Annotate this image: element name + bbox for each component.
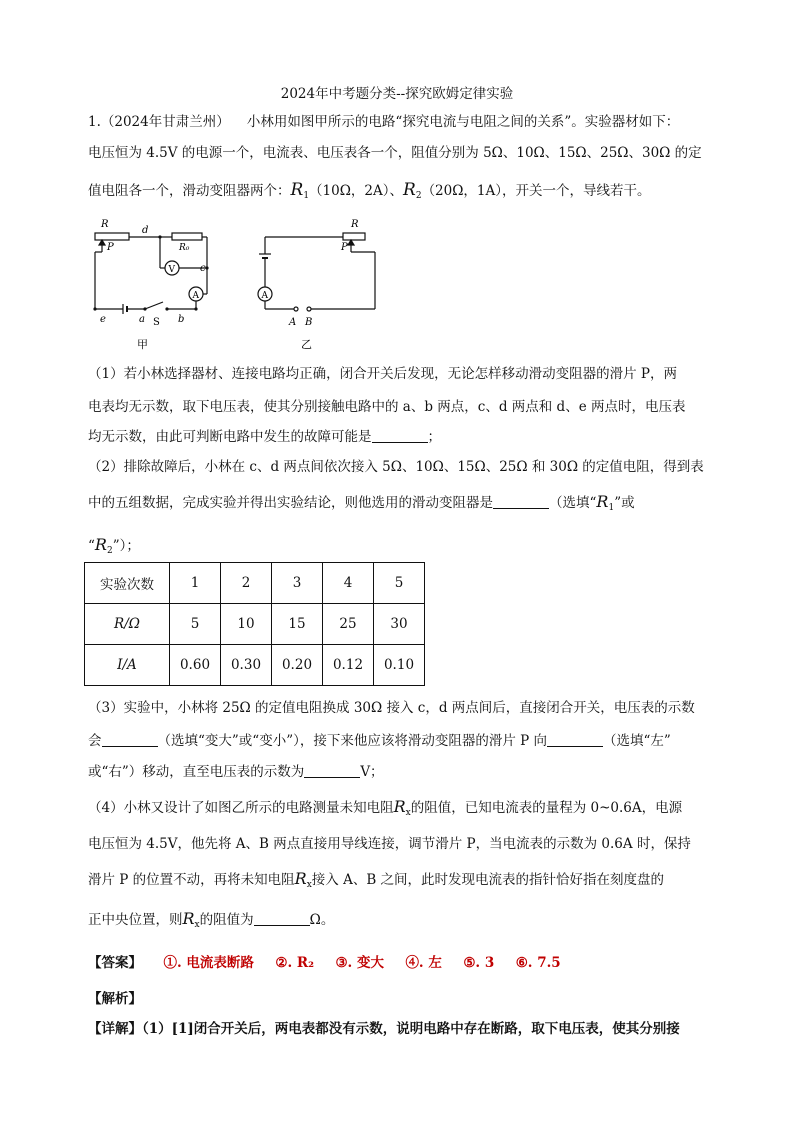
problem-intro-1: 小林用如图甲所示的电路“探究电流与电阻之间的关系”。实验器材如下： [246, 114, 680, 130]
label-e: e [100, 314, 106, 325]
page-title: 2024年中考题分类--探究欧姆定律实验 [280, 86, 514, 102]
rheostat-jia [95, 233, 129, 240]
q1-line-3 [88, 427, 441, 447]
table-cell: 30 [374, 604, 425, 645]
q2-r1-sub: 1 [608, 503, 615, 513]
label-V: V [168, 265, 175, 275]
label-P-yi: P [341, 242, 348, 253]
q4-line-1 [88, 797, 682, 823]
q4-blank[interactable] [254, 911, 310, 926]
q3-blank-2[interactable] [547, 732, 603, 747]
table-cell: 10 [221, 604, 272, 645]
q1-line-1: （1）若小林选择器材、连接电路均正确，闭合开关后发现，无论怎样移动滑动变阻器的滑片 P，两 [88, 366, 677, 382]
q3-line-3a: 或“右”）移动，直至电压表的示数为 [88, 764, 305, 780]
table-cell: 15 [272, 604, 323, 645]
q3-line-2c: （选填“左” [603, 733, 671, 749]
q4-line-3b: 接入 A、B 之间，此时发现电流表的指针恰好指在刻度盘的 [311, 872, 665, 888]
q2-line-2 [88, 492, 635, 518]
q1-line-2: 电表均无示数，取下电压表，使其分别接触电路中的 a、b 两点，c、d 两点和 d、e 两点时，电压表 [88, 399, 686, 415]
r2-symbol: R [403, 180, 416, 200]
table-cell: 5 [374, 563, 425, 604]
q4-line-3a: 滑片 P 的位置不动，再将未知电阻 [88, 872, 295, 888]
label-yi: 乙 [301, 338, 312, 351]
detail-text: （1）[1]闭合开关后，两电表都没有示数，说明电路中存在断路，取下电压表，使其分别接 [142, 1021, 680, 1037]
table-cell: 25 [323, 604, 374, 645]
q2-r2-sub: 2 [106, 546, 113, 556]
q3-blank-1[interactable] [102, 732, 158, 747]
table-cell: I/A [85, 645, 170, 686]
r1-symbol: R [290, 180, 304, 200]
table-cell: 0.30 [221, 645, 272, 686]
circuit-yi [258, 233, 375, 311]
terminal-A [294, 307, 298, 311]
q2-r1-symbol: R [596, 492, 609, 511]
r2-spec: （20Ω，1A），开关一个，导线若干。 [421, 183, 651, 199]
q4-rx-sub-2: x [306, 880, 312, 890]
label-A-terminal: A [289, 317, 297, 328]
label-S: S [153, 317, 160, 328]
answer-item-4: ④. 左 [405, 955, 442, 971]
label-c: c [200, 263, 206, 274]
table-cell: 5 [170, 604, 221, 645]
q4-rx-symbol-3: R [182, 909, 195, 928]
answer-item-2: ②. R₂ [275, 955, 314, 971]
q2-line-2c: ”或 [614, 495, 635, 511]
q4-line-1a: （4）小林又设计了如图乙所示的电路测量未知电阻 [88, 800, 394, 816]
label-R0: R₀ [179, 243, 190, 253]
table-cell: 1 [170, 563, 221, 604]
q4-line-4a: 正中央位置，则 [88, 912, 183, 928]
r2-sub: 2 [415, 191, 422, 201]
detail-label: 【详解】 [88, 1021, 142, 1037]
table-row [85, 645, 425, 686]
q2-line-1: （2）排除故障后，小林在 c、d 两点间依次接入 5Ω、10Ω、15Ω、25Ω 和 30Ω 的定值电阻，得到表 [88, 459, 704, 475]
answer-item-6: ⑥. 7.5 [515, 955, 561, 971]
table-cell: 2 [221, 563, 272, 604]
table-cell: 0.60 [170, 645, 221, 686]
q3-line-2 [88, 731, 671, 751]
q3-line-1: （3）实验中，小林将 25Ω 的定值电阻换成 30Ω 接入 c，d 两点间后，直接闭合开关，电压表的示数 [88, 700, 695, 716]
label-b: b [178, 314, 185, 325]
q4-line-3 [88, 869, 664, 895]
q4-rx-sub-3: x [194, 920, 200, 930]
problem-intro-2: 电压恒为 4.5V 的电源一个，电流表、电压表各一个，阻值分别为 5Ω、10Ω、15Ω、25Ω、30Ω 的定 [88, 145, 702, 161]
answer-item-1: ①. 电流表断路 [163, 955, 254, 971]
q3-line-2b: （选填“变大”或“变小”），接下来他应该将滑动变阻器的滑片 P 向 [157, 733, 548, 749]
q2-line-2b: （选填“ [549, 495, 597, 511]
answer-label: 【答案】 [88, 955, 142, 971]
q4-line-4 [88, 909, 334, 935]
table-cell: 实验次数 [85, 563, 170, 604]
answer-item-5: ⑤. 3 [463, 955, 495, 971]
terminal-B [307, 307, 311, 311]
resistor-r0 [172, 233, 202, 240]
q2-line-2a: 中的五组数据，完成实验并得出实验结论，则他选用的滑动变阻器是 [88, 495, 493, 511]
problem-source: 1.（2024年甘肃兰州） [88, 114, 230, 130]
rheostat-yi [343, 233, 365, 240]
q4-line-4b: 的阻值为 [199, 912, 254, 928]
q3-blank-3[interactable] [304, 763, 360, 778]
q1-line-3-end: ； [427, 429, 441, 445]
q4-rx-symbol-2: R [294, 869, 307, 888]
label-P-jia: P [107, 242, 114, 253]
q3-line-2a: 会 [88, 733, 102, 749]
problem-intro-line-1 [88, 112, 679, 132]
r1-spec: （10Ω，2A）、 [309, 183, 404, 199]
q3-line-3b: V； [360, 764, 384, 780]
q1-line-3-text: 均无示数，由此可判断电路中发生的故障可能是 [88, 429, 372, 445]
q2-line-3b: ”）； [112, 538, 140, 554]
q2-line-3a: “ [88, 538, 95, 554]
table-cell: 0.20 [272, 645, 323, 686]
analysis-label: 【解析】 [88, 991, 142, 1007]
problem-intro-line-3 [88, 180, 651, 206]
answer-line [88, 953, 561, 973]
label-B-terminal: B [305, 317, 313, 328]
q2-r2-symbol: R [94, 535, 107, 554]
label-jia: 甲 [137, 338, 148, 351]
table-cell: 0.10 [374, 645, 425, 686]
q4-line-4c: Ω。 [309, 912, 335, 928]
problem-intro-3: 值电阻各一个，滑动变阻器两个： [88, 183, 291, 199]
r1-sub: 1 [303, 191, 310, 201]
q1-blank[interactable] [372, 428, 428, 443]
circuit-figures [85, 214, 385, 354]
table-cell: 3 [272, 563, 323, 604]
q4-line-2: 电压恒为 4.5V，他先将 A、B 两点直接用导线连接，调节滑片 P，当电流表的示数为 0.6A 时，保持 [88, 836, 691, 852]
table-cell: 0.12 [323, 645, 374, 686]
label-R-yi: R [351, 219, 359, 230]
q2-line-3 [88, 535, 140, 561]
q4-line-1b: 的阻值，已知电流表的量程为 0~0.6A，电源 [410, 800, 683, 816]
q4-rx-symbol: R [393, 797, 406, 816]
q3-line-3 [88, 762, 384, 782]
table-cell: 4 [323, 563, 374, 604]
label-R-jia: R [101, 219, 109, 230]
label-A-yi-meter: A [261, 291, 268, 301]
table-cell: R/Ω [85, 604, 170, 645]
label-a: a [139, 314, 145, 325]
label-A-jia: A [192, 291, 199, 301]
data-table [84, 562, 425, 686]
q2-blank[interactable] [493, 494, 549, 509]
label-d: d [142, 225, 149, 236]
answer-item-3: ③. 变大 [335, 955, 384, 971]
table-row [85, 563, 425, 604]
q4-rx-sub: x [405, 808, 411, 818]
table-row [85, 604, 425, 645]
detail-line [88, 1019, 680, 1039]
